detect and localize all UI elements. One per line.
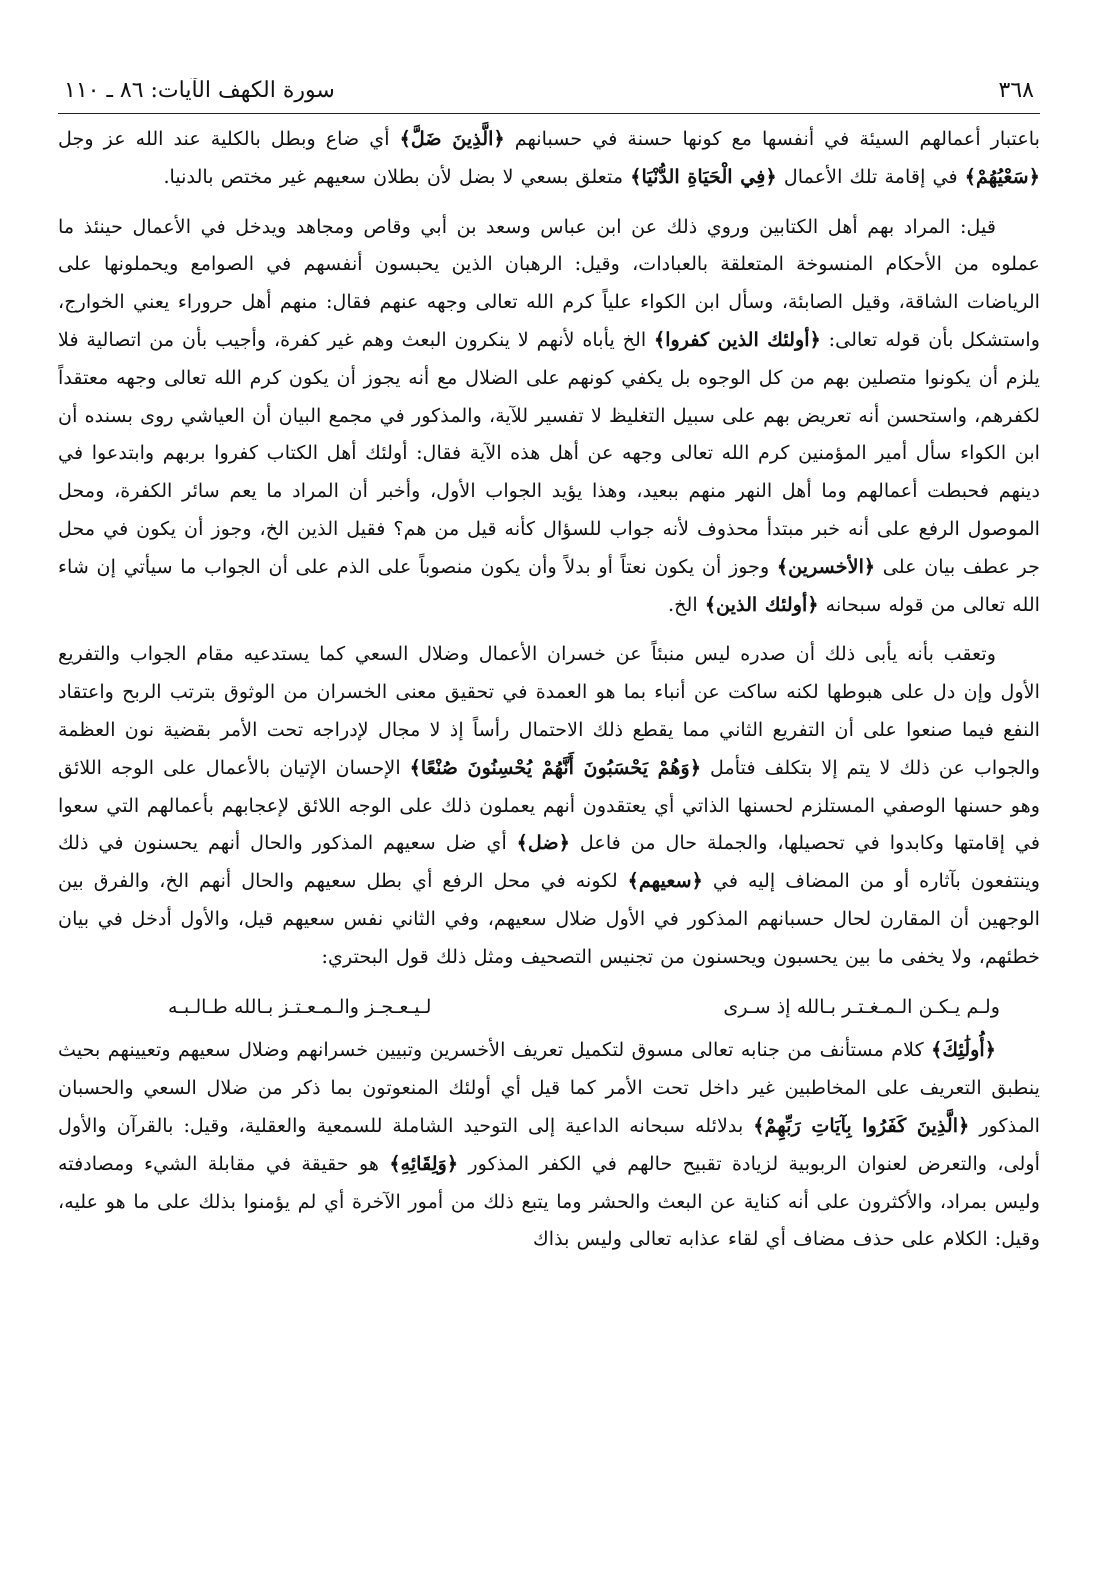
paragraph-text: الإحسان الإتيان بالأعمال على الوجه اللائق وهو حسنها الوصفي المستلزم لحسنها الذاتي أي يعتقدون أنهم يعملون ذلك على الوجه اللائق لإعجابهم بأعمالهم التي سعوا في إقامتها وكابدوا في تحصيلها، والجملة حال من فاعل	[58, 755, 1040, 855]
paragraph-text: كلام مستأنف من جنابه تعالى مسوق لتكميل تعريف الأخسرين وتبيين خسرانهم وضلال سعيهم وتعيينهم بحيث ينطبق التعريف على المخاطبين غير داخل تحت الأمر كما قيل أي أولئك المنعوتون بما ذكر من ضلال السعي والحسبان المذكور	[58, 1038, 1040, 1137]
paragraph-text: وتعقب بأنه يأبى ذلك أن صدره ليس منبئاً عن خسران الأعمال وضلال السعي كما يستدعيه مقام الجواب والتفريع الأول وإن دل على هبوطها لكنه ساكت عن أنباء بما هو العمدة في تحقيق معنى الخسران من الوثوق بترتب الربح واعتقاد النفع فيما صنعوا على أن التفريع الثاني مما يقطع ذلك الاحتمال رأساً إذ لا مجال لإدراجه تحت الأمر بقضية نون العظمة والجواب عن ذلك لا يتم إلا بتكلف فتأمل	[58, 642, 1040, 779]
quran-citation: ﴿أولئك الذين﴾	[704, 592, 819, 616]
quran-citation: ﴿سَعْيُهُمْ﴾	[964, 164, 1040, 188]
paragraph-text: قيل: المراد بهم أهل الكتابين وروي ذلك عن ابن عباس وسعد بن أبي وقاص ومجاهد ويدخل في الأعمال حينئذ ما عملوه من الأحكام المنسوخة المتعلقة بالعبادات، وقيل: الرهبان الذين يحبسون أنفسهم في الصوامع ويحملونها على الرياضات الشاقة، وقيل الصابئة، وسأل ابن الكواء علياً كرم الله تعالى وجهه عنهم فقال: منهم أهل حروراء يعني الخوارج، واستشكل بأن قوله تعالى:	[58, 214, 1040, 351]
paragraph-text: باعتبار أعمالهم السيئة في أنفسها مع كونها حسنة في حسبانهم	[504, 127, 1040, 150]
quran-citation: ﴿أولئك الذين كفروا﴾	[653, 327, 821, 351]
quran-citation: ﴿الَّذِينَ كَفَرُوا بِآيَاتِ رَبِّهِمْ﴾	[753, 1113, 970, 1137]
paragraph-text: الخ يأباه لأنهم لا ينكرون البعث وهم غير كفرة، وأجيب بأن من اتصالية فلا يلزم أن يكونوا متصلين بهم من كل الوجوه بل يكفي كونهم على الضلال مع أنه يجوز أن يكون كرم الله تعالى وجهه معتقداً لكفرهم، واستحسن أنه تعريض بهم على سبيل التغليظ لا تفسير للآية، والمذكور في مجمع البيان أن العياشي روى بسنده أن ابن الكواء سأل أمير المؤمنين كرم الله تعالى وجهه عن أهل هذه الآية فقال: أولئك أهل الكتاب كفروا بربهم وابتدعوا في دينهم فحبطت أعمالهم وما أهل النهر منهم ببعيد، وهذا يؤيد الجواب الأول، وأخبر أن المراد ما يعم سائر الكفرة، ومحل الموصول الرفع على أنه خبر مبتدأ محذوف لأنه جواب للسؤال كأنه قيل من هم؟ فقيل الذين الخ، وجوز أن يكون في محل جر عطف بيان على	[58, 327, 1040, 578]
paragraph-4	[58, 1031, 1040, 1258]
page-number: ٣٦٨	[998, 78, 1034, 103]
paragraph-text: لكونه في محل الرفع أي بطل سعيهم والحال أنهم الخ، والفرق بين الوجهين أن المقارن لحال حسبانهم المذكور في الأول ضلال سعيهم، وفي الثاني نفس سعيهم قيل، والأول أدخل في بيان خطئهم، ولا يخفى ما بين يحسبون ويحسنون من تجنيس التصحيف ومثل ذلك قول البحتري:	[58, 869, 1040, 968]
quran-citation: ﴿وَهُمْ يَحْسَبُونَ أَنَّهُمْ يُحْسِنُونَ صُنْعًا﴾	[409, 755, 702, 779]
paragraph-text: بدلائله سبحانه الداعية إلى التوحيد الشاملة للسمعية والعقلية، وقيل: بالقرآن والأول أولى، والتعرض لعنوان الربوبية لزيادة تقبيح حالهم في الكفر المذكور	[58, 1113, 1040, 1175]
verse-second-hemistich: لـيـعـجـز والـمـعـتـز بـالله طـالـبـه	[168, 994, 432, 1018]
quran-citation: ﴿ضل﴾	[516, 831, 570, 855]
paragraph-text: وجوز أن يكون نعتاً أو بدلاً وأن يكون منصوباً على الذم على أن الجواب ما سيأتي إن شاء الله تعالى من قوله سبحانه	[58, 554, 1040, 616]
poetry-verse	[58, 988, 1040, 1026]
running-header	[58, 78, 1040, 114]
paragraph-1	[58, 120, 1040, 196]
quran-citation: ﴿سعيهم﴾	[627, 869, 703, 893]
paragraph-2	[58, 208, 1040, 624]
paragraph-text: أي ضل سعيهم المذكور والحال أنهم يحسنون في ذلك وينتفعون بآثاره أو من المضاف إليه في	[58, 831, 1040, 893]
quran-citation: ﴿فِي الْحَيَاةِ الدُّنْيَا﴾	[630, 164, 777, 188]
paragraph-text: أي ضاع وبطل بالكلية عند الله عز وجل	[58, 127, 400, 150]
paragraph-text: متعلق بسعي لا بضل لأن بطلان سعيهم غير مختص بالدنيا.	[163, 164, 631, 188]
paragraph-3	[58, 635, 1040, 975]
paragraph-text: هو حقيقة في مقابلة الشيء ومصادفته وليس بمراد، والأكثرون على أنه كناية عن البعث والحشر وما يتبع ذلك من أمور الآخرة أي لم يؤمنوا بذلك على ما هو عليه، وقيل: الكلام على حذف مضاف أي لقاء عذابه تعالى وليس بذاك	[58, 1151, 1040, 1251]
paragraph-text: في إقامة تلك الأعمال	[776, 164, 965, 188]
quran-citation: ﴿وَلِقَائِهِ﴾	[389, 1151, 459, 1175]
paragraph-text: الخ.	[668, 592, 705, 616]
verse-first-hemistich: ولـم يـكـن الـمـغـتـر بـالله إذ سـرى	[723, 994, 1000, 1018]
quran-citation: ﴿أُولَٰئِكَ﴾	[931, 1038, 996, 1062]
surah-title: سورة الكهف الآيات: ٨٦ ـ ١١٠	[64, 78, 335, 103]
quran-citation: ﴿الأخسرين﴾	[776, 554, 876, 578]
quran-citation: ﴿الَّذِينَ ضَلَّ﴾	[399, 127, 505, 150]
book-page	[58, 78, 1040, 1548]
